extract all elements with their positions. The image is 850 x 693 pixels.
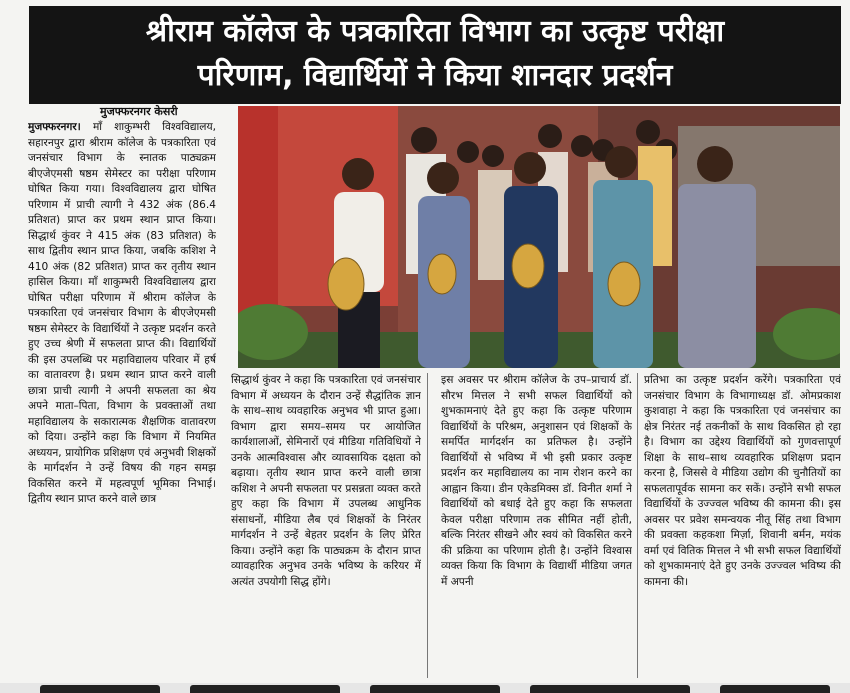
- byline: मुजफ्फरनगर केसरी: [100, 105, 178, 118]
- next-headline-cutoff: [0, 683, 850, 693]
- article-column-1: [28, 120, 216, 680]
- news-photo: [238, 106, 840, 368]
- article-column-2: सिद्धार्थ कुंवर ने कहा कि पत्रकारिता एवं जनसंचार विभाग में अध्ययन के दौरान उन्हें सैद्धांतिक ज्ञान के साथ–साथ व्यवहारिक अनुभव भी प्राप्त हुआ। विभाग द्वारा समय–समय पर आयोजित कार्यशालाओं, सेमिनारों एवं मीडिया गतिविधियों ने उनके आत्मविश्वास और व्यावसायिक दक्षता को बढ़ाया। तृतीय स्थान प्राप्त करने वाली छात्रा कशिश ने अपनी सफलता पर प्रसन्नता व्यक्त करते हुए कहा कि विभाग में उपलब्ध आधुनिक संसाधनों, मीडिया लैब एवं शिक्षकों के निरंतर मार्गदर्शन ने उन्हें बेहतर प्रदर्शन के लिए प्रेरित किया। उन्होंने कहा कि पाठ्यक्रम के दौरान प्राप्त व्यावहारिक अनुभव उनके भविष्य के करियर में अत्यंत उपयोगी सिद्ध होंगे।: [231, 374, 421, 588]
- article-column-3: इस अवसर पर श्रीराम कॉलेज के उप–प्राचार्य डॉ. सौरभ मित्तल ने सभी सफल विद्यार्थियों को शुभकामनाएं देते हुए कहा कि उत्कृष्ट परिणाम विद्यार्थियों के परिश्रम, अनुशासन एवं शिक्षकों के समर्पित मार्गदर्शन का प्रतिफल है। उन्होंने विद्यार्थियों से भविष्य में भी इसी प्रकार उत्कृष्ट प्रदर्शन कर महाविद्यालय का नाम रोशन करने का आह्वान किया। डीन एकेडमिक्स डॉ. विनीत शर्मा ने विद्यार्थियों को बधाई देते हुए कहा कि सफलता केवल परीक्षा परिणाम तक सीमित नहीं होती, बल्कि निरंतर सीखने और स्वयं को विकसित करने की प्रक्रिया का परिणाम होती है। उन्होंने विश्वास व्यक्त किया कि विभाग के विद्यार्थी मीडिया जगत में अपनी: [441, 374, 632, 588]
- headline-line-2: परिणाम, विद्यार्थियों ने किया शानदार प्रदर्शन: [197, 58, 673, 93]
- column-divider: [427, 373, 428, 678]
- column-divider: [637, 373, 638, 678]
- headline-banner: [29, 6, 841, 104]
- article-column-4: प्रतिभा का उत्कृष्ट प्रदर्शन करेंगे। पत्रकारिता एवं जनसंचार विभाग के विभागाध्यक्ष डॉ. ओमप्रकाश कुशवाहा ने कहा कि पत्रकारिता एवं जनसंचार का क्षेत्र निरंतर नई तकनीकों के साथ विकसित हो रहा है। विभाग का उद्देश्य विद्यार्थियों को गुणवत्तापूर्ण शिक्षा के साथ–साथ व्यवहारिक प्रशिक्षण प्रदान करना है, जिससे वे मीडिया उद्योग की चुनौतियों का सफलतापूर्वक सामना कर सकें। उन्होंने सभी सफल विद्यार्थियों के उज्ज्वल भविष्य की कामना की। इस अवसर पर प्रवेश समन्वयक नीतू सिंह तथा विभाग की प्रवक्ता कहकशा मिर्ज़ा, शिवानी बर्मन, मयंक वर्मा एवं वितिक मित्तल ने भी सभी सफल विद्यार्थियों को शुभकामनाएं देते हुए उनके उज्ज्वल भविष्य की कामना की।: [644, 374, 841, 588]
- headline-line-1: श्रीराम कॉलेज के पत्रकारिता विभाग का उत्कृष्ट परीक्षा: [145, 14, 725, 49]
- group-photo-illustration: [238, 106, 840, 368]
- article-text-1: माँ शाकुम्भरी विश्वविद्यालय, सहारनपुर द्वारा श्रीराम कॉलेज के पत्रकारिता एवं जनसंचार विभाग के स्नातक पाठ्यक्रम बीएजेएमसी षष्ठम सेमेस्टर का परीक्षा परिणाम घोषित किया गया। विश्वविद्यालय द्वारा घोषित परिणाम में प्राची त्यागी ने 432 अंक (86.4 प्रतिशत) प्राप्त कर प्रथम स्थान प्राप्त किया। सिद्धार्थ कुंवर ने 415 अंक (83 प्रतिशत) के साथ द्वितीय स्थान प्राप्त किया, जबकि कशिश ने 410 अंक (82 प्रतिशत) प्राप्त कर तृतीय स्थान हासिल किया। माँ शाकुम्भरी विश्वविद्यालय द्वारा घोषित परीक्षा परिणाम में श्रीराम कॉलेज के पत्रकारिता एवं जनसंचार विभाग के बीएजेएमसी षष्ठम सेमेस्टर के विद्यार्थियों ने उत्कृष्ट प्रदर्शन करते हुए उच्च श्रेणी में सफलता प्राप्त की। विद्यार्थियों की इस उपलब्धि पर महाविद्यालय परिवार में हर्ष का वातावरण है। प्रथम स्थान प्राप्त करने वाली छात्रा प्राची त्यागी ने अपनी सफलता का श्रेय अपने माता–पिता, विभाग के प्रवक्ताओं तथा महाविद्यालय के सकारात्मक शैक्षणिक वातावरण को दिया। उन्होंने कहा कि विभाग में नियमित अध्ययन, प्रायोगिक प्रशिक्षण एवं अनुभवी शिक्षकों के मार्गदर्शन ने उन्हें विषय की गहन समझ विकसित करने में महत्वपूर्ण भूमिका निभाई। द्वितीय स्थान प्राप्त करने वाले छात्र: [28, 121, 216, 505]
- dateline: मुजफ्फरनगर।: [28, 121, 81, 133]
